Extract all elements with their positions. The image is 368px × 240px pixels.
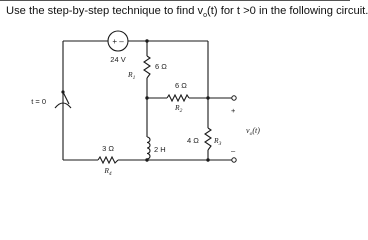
junction-dot — [206, 96, 209, 99]
output-plus: + — [231, 106, 236, 115]
r2-label: $R_2$ — [175, 103, 183, 114]
output-minus: – — [231, 146, 236, 155]
output-terminal-bottom — [232, 158, 236, 162]
inductor-icon — [147, 137, 150, 159]
r3-label: $R_3$ — [214, 136, 222, 147]
r1-label: $R_1$ — [128, 70, 136, 81]
output-label: $v_o(t)$ — [246, 126, 260, 137]
inductor-value: 2 H — [154, 145, 166, 154]
source-label: 24 V — [110, 55, 126, 64]
source-polarity: + – — [112, 37, 124, 46]
resistor-r2-icon — [167, 95, 189, 101]
switch-pivot — [61, 90, 64, 93]
junction-dot — [206, 158, 209, 161]
switch-icon — [55, 92, 71, 108]
switch-label: t = 0 — [31, 97, 46, 106]
resistor-r4-icon — [98, 157, 118, 163]
junction-dot — [145, 96, 148, 99]
resistor-r3-icon — [205, 128, 211, 150]
r4-value: 3 Ω — [102, 144, 114, 153]
junction-dot — [145, 39, 148, 42]
question-subscript: o — [203, 12, 208, 20]
r3-value: 4 Ω — [187, 136, 199, 145]
question-text-1: Use the step-by-step technique to find v — [6, 5, 204, 17]
r4-label: $R_4$ — [104, 166, 112, 177]
output-terminal-top — [232, 96, 236, 100]
question-text-2: (t) for t >0 in the following circuit. — [207, 5, 368, 17]
junction-dot — [145, 158, 148, 161]
resistor-r1-icon — [144, 56, 150, 78]
r2-value: 6 Ω — [175, 81, 187, 90]
r1-value: 6 Ω — [155, 62, 167, 71]
